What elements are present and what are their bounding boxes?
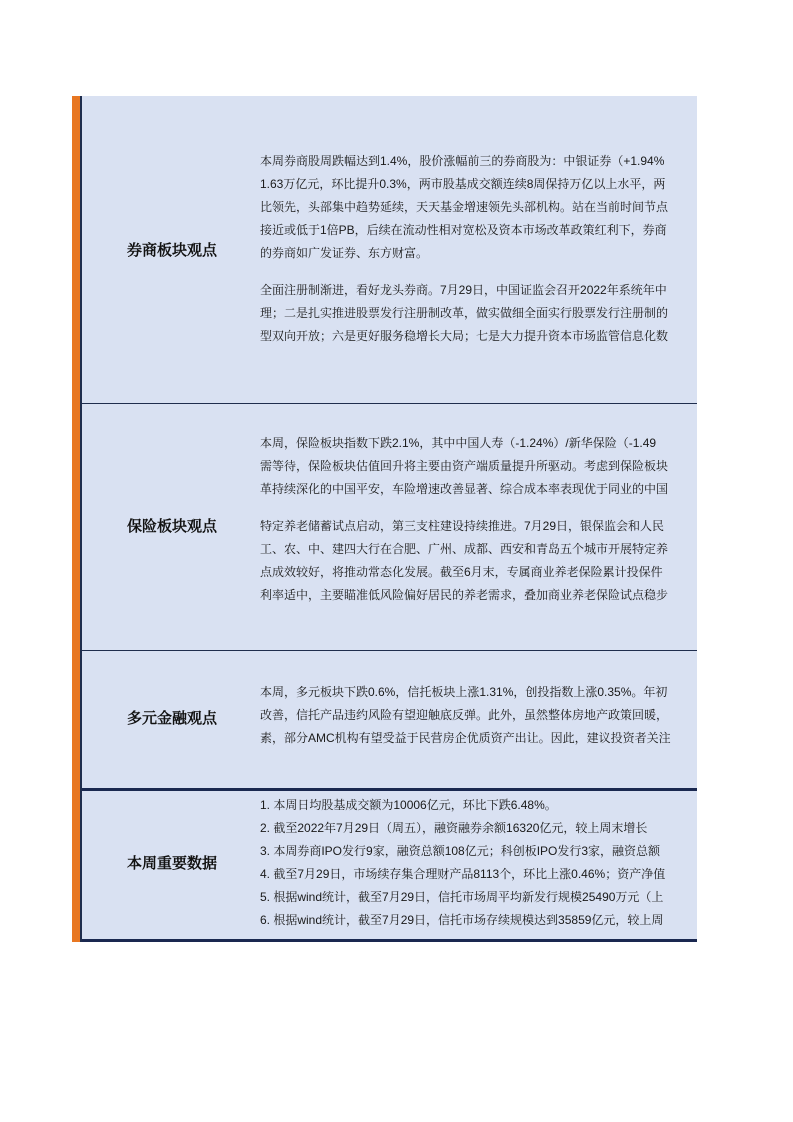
- text-line: 5. 根据wind统计，截至7月29日，信托市场周平均新发行规模25490万元（上: [260, 890, 664, 904]
- text-line: 1.63万亿元，环比提升0.3%，两市股基成交额连续8周保持万亿以上水平，两: [260, 177, 666, 191]
- table-bottom-border: [82, 939, 697, 942]
- section-body: [260, 150, 697, 348]
- text-line: 素，部分AMC机构有望受益于民营房企优质资产出让。因此，建议投资者关注: [260, 731, 671, 745]
- section-label: 保险板块观点: [126, 518, 217, 535]
- text-line: 特定养老储蓄试点启动，第三支柱建设持续推进。7月29日，银保监会和人民: [260, 519, 665, 533]
- text-line: 需等待，保险板块估值回升将主要由资产端质量提升所驱动。考虑到保险板块: [260, 459, 669, 473]
- accent-bar: [72, 96, 80, 942]
- text-line: 工、农、中、建四大行在合肥、广州、成都、西安和青岛五个城市开展特定养: [260, 542, 669, 556]
- section-brokerage: [82, 96, 697, 403]
- text-line: 全面注册制渐进，看好龙头券商。7月29日，中国证监会召开2022年系统年中: [260, 283, 667, 297]
- text-line: 本周券商股周跌幅达到1.4%，股价涨幅前三的券商股为：中银证券（+1.94%: [260, 154, 665, 168]
- text-line: 2. 截至2022年7月29日（周五），融资融券余额16320亿元，较上周末增长: [260, 821, 648, 835]
- text-line: 本周，保险板块指数下跌2.1%，其中中国人寿（-1.24%）/新华保险（-1.49: [260, 436, 657, 450]
- text-line: 理；二是扎实推进股票发行注册制改革，做实做细全面实行股票发行注册制的: [260, 306, 669, 320]
- text-line: 4. 截至7月29日，市场续存集合理财产品8113个，环比上涨0.46%；资产净值: [260, 867, 666, 881]
- text-line: 点成效较好，将推动常态化发展。截至6月末，专属商业养老保险累计投保件: [260, 565, 663, 579]
- section-diversified-finance: [82, 651, 697, 788]
- section-label: 券商板块观点: [126, 242, 217, 259]
- text-line: 革持续深化的中国平安，车险增速改善显著、综合成本率表现优于同业的中国: [260, 482, 669, 496]
- text-line: 接近或低于1倍PB，后续在流动性相对宽松及资本市场改革政策红利下，券商: [260, 223, 667, 237]
- section-insurance: [82, 404, 697, 650]
- text-line: 改善，信托产品违约风险有望迎触底反弹。此外，虽然整体房地产政策回暖，: [260, 708, 669, 722]
- section-body: [260, 681, 697, 750]
- text-line: 3. 本周券商IPO发行9家，融资总额108亿元；科创板IPO发行3家，融资总额: [260, 844, 661, 858]
- section-body: [260, 794, 697, 932]
- text-line: 比领先，头部集中趋势延续，天天基金增速领先头部机构。站在当前时间节点: [260, 200, 669, 214]
- text-line: 1. 本周日均股基成交额为10006亿元，环比下跌6.48%。: [260, 798, 557, 812]
- summary-table: [72, 96, 697, 942]
- text-line: 的券商如广发证券、东方财富。: [260, 246, 429, 260]
- section-label: 多元金融观点: [126, 710, 217, 727]
- text-line: 型双向开放；六是更好服务稳增长大局；七是大力提升资本市场监管信息化数: [260, 329, 669, 343]
- text-line: 6. 根据wind统计，截至7月29日，信托市场存续规模达到35859亿元，较上周: [260, 913, 664, 927]
- text-line: 利率适中，主要瞄准低风险偏好居民的养老需求，叠加商业养老保险试点稳步: [260, 588, 669, 602]
- section-body: [260, 432, 697, 607]
- section-label: 本周重要数据: [126, 855, 217, 872]
- text-line: 本周，多元板块下跌0.6%，信托板块上涨1.31%，创投指数上涨0.35%。年初: [260, 685, 668, 699]
- section-key-data: [82, 791, 697, 939]
